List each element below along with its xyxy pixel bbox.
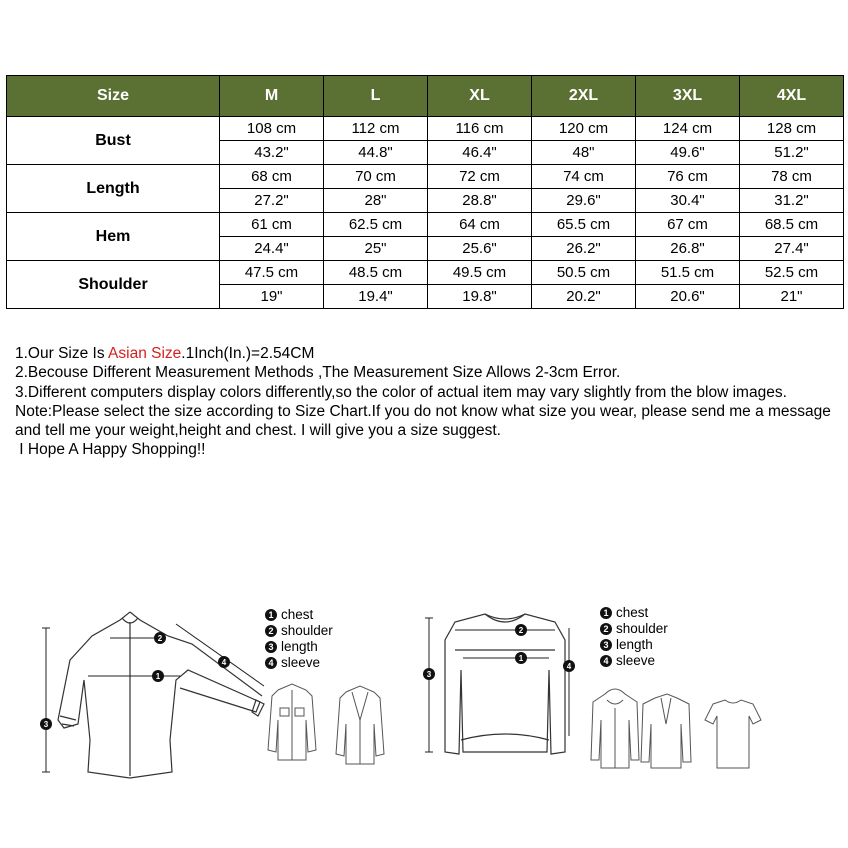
table-cell: 120 cm xyxy=(532,117,636,141)
number-1-icon: 1 xyxy=(600,607,612,619)
table-cell: 25" xyxy=(324,237,428,261)
table-cell: 70 cm xyxy=(324,165,428,189)
note-line-5: I Hope A Happy Shopping!! xyxy=(15,441,206,459)
table-cell: 43.2" xyxy=(220,141,324,165)
legend-item: 3 length xyxy=(600,637,668,653)
size-chart-table xyxy=(6,75,844,309)
sweater-marker-1-icon xyxy=(515,652,527,664)
table-row xyxy=(7,213,844,237)
legend-item: 3 length xyxy=(265,639,333,655)
table-row xyxy=(7,117,844,141)
table-cell: 52.5 cm xyxy=(740,261,844,285)
table-cell: 20.2" xyxy=(532,285,636,309)
table-cell: 21" xyxy=(740,285,844,309)
table-cell: 78 cm xyxy=(740,165,844,189)
legend-item: 2 shoulder xyxy=(265,623,333,639)
table-cell: 28.8" xyxy=(428,189,532,213)
table-cell: 30.4" xyxy=(636,189,740,213)
note-line-4: Note:Please select the size according to Size Chart.If you do not know what size you wear, please send me a message and tell me your weight,height and chest. I will give you a size suggest. xyxy=(15,402,831,440)
table-cell: 68 cm xyxy=(220,165,324,189)
sweater-marker-2-icon xyxy=(515,624,527,636)
legend-item: 4 sleeve xyxy=(600,653,668,669)
table-cell: 68.5 cm xyxy=(740,213,844,237)
table-cell: 19.8" xyxy=(428,285,532,309)
table-row xyxy=(7,261,844,285)
table-cell: 46.4" xyxy=(428,141,532,165)
table-cell: 27.4" xyxy=(740,237,844,261)
marker-3-icon xyxy=(40,718,52,730)
header-size: Size xyxy=(7,76,220,117)
header-4xl: 4XL xyxy=(740,76,844,117)
tshirt-icon xyxy=(705,700,761,768)
table-cell: 44.8" xyxy=(324,141,428,165)
table-cell: 24.4" xyxy=(220,237,324,261)
header-3xl: 3XL xyxy=(636,76,740,117)
row-label-shoulder: Shoulder xyxy=(7,261,220,309)
svg-text:3: 3 xyxy=(426,670,432,679)
table-cell: 65.5 cm xyxy=(532,213,636,237)
table-cell: 50.5 cm xyxy=(532,261,636,285)
table-cell: 51.5 cm xyxy=(636,261,740,285)
svg-text:2: 2 xyxy=(157,634,163,643)
note-line-3: 3.Different computers display colors differently,so the color of actual item may vary slightly from the blow images. xyxy=(15,383,787,401)
marker-1-icon xyxy=(152,670,164,682)
table-header-row xyxy=(7,76,844,117)
table-cell: 48.5 cm xyxy=(324,261,428,285)
header-m: M xyxy=(220,76,324,117)
table-cell: 48" xyxy=(532,141,636,165)
number-2-icon: 2 xyxy=(265,625,277,637)
row-label-bust: Bust xyxy=(7,117,220,165)
marker-4-icon xyxy=(218,656,230,668)
legend-item: 1 chest xyxy=(265,607,333,623)
table-cell: 51.2" xyxy=(740,141,844,165)
header-2xl: 2XL xyxy=(532,76,636,117)
svg-text:1: 1 xyxy=(518,654,524,663)
row-label-length: Length xyxy=(7,165,220,213)
table-cell: 64 cm xyxy=(428,213,532,237)
legend-item: 1 chest xyxy=(600,605,668,621)
svg-text:4: 4 xyxy=(566,662,572,671)
shirt-measurement-diagram xyxy=(30,600,400,790)
number-4-icon: 4 xyxy=(600,655,612,667)
number-3-icon: 3 xyxy=(265,641,277,653)
row-label-hem: Hem xyxy=(7,213,220,261)
number-4-icon: 4 xyxy=(265,657,277,669)
sweater-marker-4-icon xyxy=(563,660,575,672)
table-row xyxy=(7,165,844,189)
table-cell: 28" xyxy=(324,189,428,213)
table-cell: 20.6" xyxy=(636,285,740,309)
table-cell: 76 cm xyxy=(636,165,740,189)
note-line-1: 1.Our Size Is Asian Size.1Inch(In.)=2.54CM xyxy=(15,345,315,362)
table-cell: 74 cm xyxy=(532,165,636,189)
asian-size-highlight: Asian Size xyxy=(108,345,182,362)
note-line-2: 2.Becouse Different Measurement Methods ,The Measurement Size Allows 2-3cm Error. xyxy=(15,364,621,382)
table-cell: 31.2" xyxy=(740,189,844,213)
number-3-icon: 3 xyxy=(600,639,612,651)
table-cell: 49.6" xyxy=(636,141,740,165)
table-cell: 128 cm xyxy=(740,117,844,141)
table-cell: 108 cm xyxy=(220,117,324,141)
table-cell: 26.8" xyxy=(636,237,740,261)
sweater-measurement-diagram xyxy=(415,600,765,780)
table-cell: 47.5 cm xyxy=(220,261,324,285)
right-legend xyxy=(600,605,668,669)
number-1-icon: 1 xyxy=(265,609,277,621)
table-cell: 26.2" xyxy=(532,237,636,261)
table-cell: 112 cm xyxy=(324,117,428,141)
table-cell: 67 cm xyxy=(636,213,740,237)
table-cell: 19" xyxy=(220,285,324,309)
svg-text:3: 3 xyxy=(43,720,49,729)
header-xl: XL xyxy=(428,76,532,117)
size-notes xyxy=(15,344,835,460)
marker-2-icon xyxy=(154,632,166,644)
table-cell: 27.2" xyxy=(220,189,324,213)
legend-item: 4 sleeve xyxy=(265,655,333,671)
table-cell: 49.5 cm xyxy=(428,261,532,285)
sweater-outline-icon xyxy=(445,614,565,754)
legend-item: 2 shoulder xyxy=(600,621,668,637)
header-l: L xyxy=(324,76,428,117)
left-legend xyxy=(265,607,333,671)
table-cell: 25.6" xyxy=(428,237,532,261)
table-cell: 19.4" xyxy=(324,285,428,309)
table-cell: 61 cm xyxy=(220,213,324,237)
table-cell: 124 cm xyxy=(636,117,740,141)
svg-text:4: 4 xyxy=(221,658,227,667)
sweater-marker-3-icon xyxy=(423,668,435,680)
table-cell: 29.6" xyxy=(532,189,636,213)
cardigan-icon xyxy=(641,694,691,768)
table-cell: 116 cm xyxy=(428,117,532,141)
table-cell: 62.5 cm xyxy=(324,213,428,237)
table-cell: 72 cm xyxy=(428,165,532,189)
svg-text:1: 1 xyxy=(155,672,161,681)
svg-text:2: 2 xyxy=(518,626,524,635)
number-2-icon: 2 xyxy=(600,623,612,635)
